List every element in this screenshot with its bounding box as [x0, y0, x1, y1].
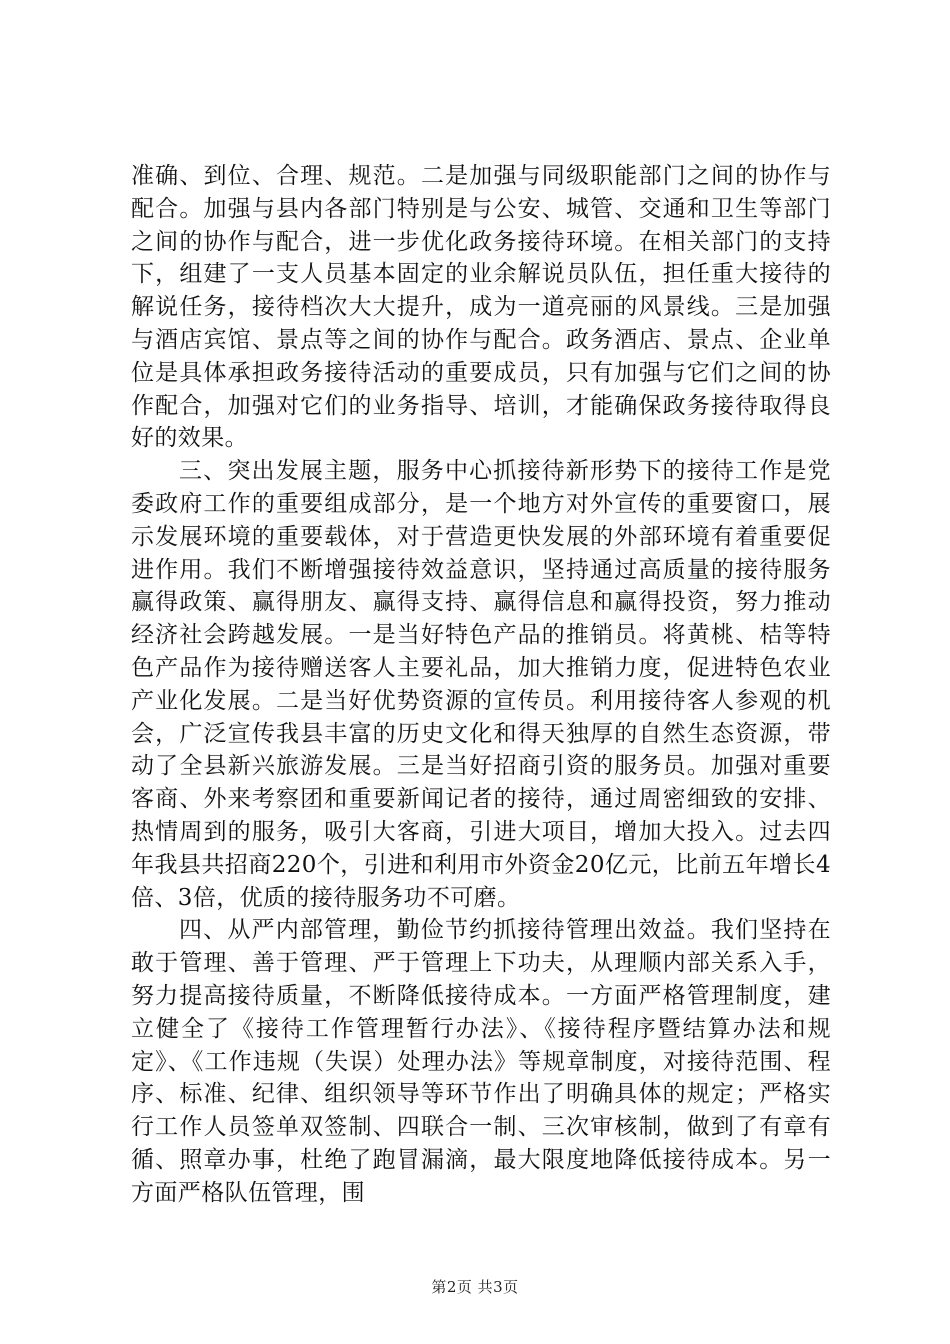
paragraph-section-three: 三、突出发展主题，服务中心抓接待新形势下的接待工作是党委政府工作的重要组成部分，是一个地方对外宣传的重要窗口，展示发展环境的重要载体，对于营造更快发展的外部环境有着重要促进作用。我们不断增强接待效益意识，坚持通过高质量的接待服务赢得政策、赢得朋友、赢得支持、赢得信息和赢得投资，努力推动经济社会跨越发展。一是当好特色产品的推销员。将黄桃、桔等特色产品作为接待赠送客人主要礼品，加大推销力度，促进特色农业产业化发展。二是当好优势资源的宣传员。利用接待客人参观的机会，广泛宣传我县丰富的历史文化和得天独厚的自然生态资源，带动了全县新兴旅游发展。三是当好招商引资的服务员。加强对重要客商、外来考察团和重要新闻记者的接待，通过周密细致的安排、热情周到的服务，吸引大客商，引进大项目，增加大投入。过去四年我县共招商220个，引进和利用市外资金20亿元，比前五年增长4倍、3倍，优质的接待服务功不可磨。: [131, 458, 831, 911]
page-number-footer: 第2页 共3页: [431, 1278, 519, 1296]
paragraph-continuation: 准确、到位、合理、规范。二是加强与同级职能部门之间的协作与配合。加强与县内各部门特别是与公安、城管、交通和卫生等部门之间的协作与配合，进一步优化政务接待环境。在相关部门的支持下，组建了一支人员基本固定的业余解说员队伍，担任重大接待的解说任务，接待档次大大提升，成为一道亮丽的风景线。三是加强与酒店宾馆、景点等之间的协作与配合。政务酒店、景点、企业单位是具体承担政务接待活动的重要成员，只有加强与它们之间的协作配合，加强对它们的业务指导、培训，才能确保政务接待取得良好的效果。: [131, 163, 831, 452]
paragraph-section-four: 四、从严内部管理，勤俭节约抓接待管理出效益。我们坚持在敢于管理、善于管理、严于管理上下功夫，从理顺内部关系入手，努力提高接待质量，不断降低接待成本。一方面严格管理制度，建立健全了《接待工作管理暂行办法》、《接待程序暨结算办法和规定》、《工作违规（失误）处理办法》等规章制度，对接待范围、程序、标准、纪律、组织领导等环节作出了明确具体的规定；严格实行工作人员签单双签制、四联合一制、三次审核制，做到了有章有循、照章办事，杜绝了跑冒漏滴，最大限度地降低接待成本。另一方面严格队伍管理，围: [131, 917, 831, 1206]
document-body: [131, 160, 831, 1210]
